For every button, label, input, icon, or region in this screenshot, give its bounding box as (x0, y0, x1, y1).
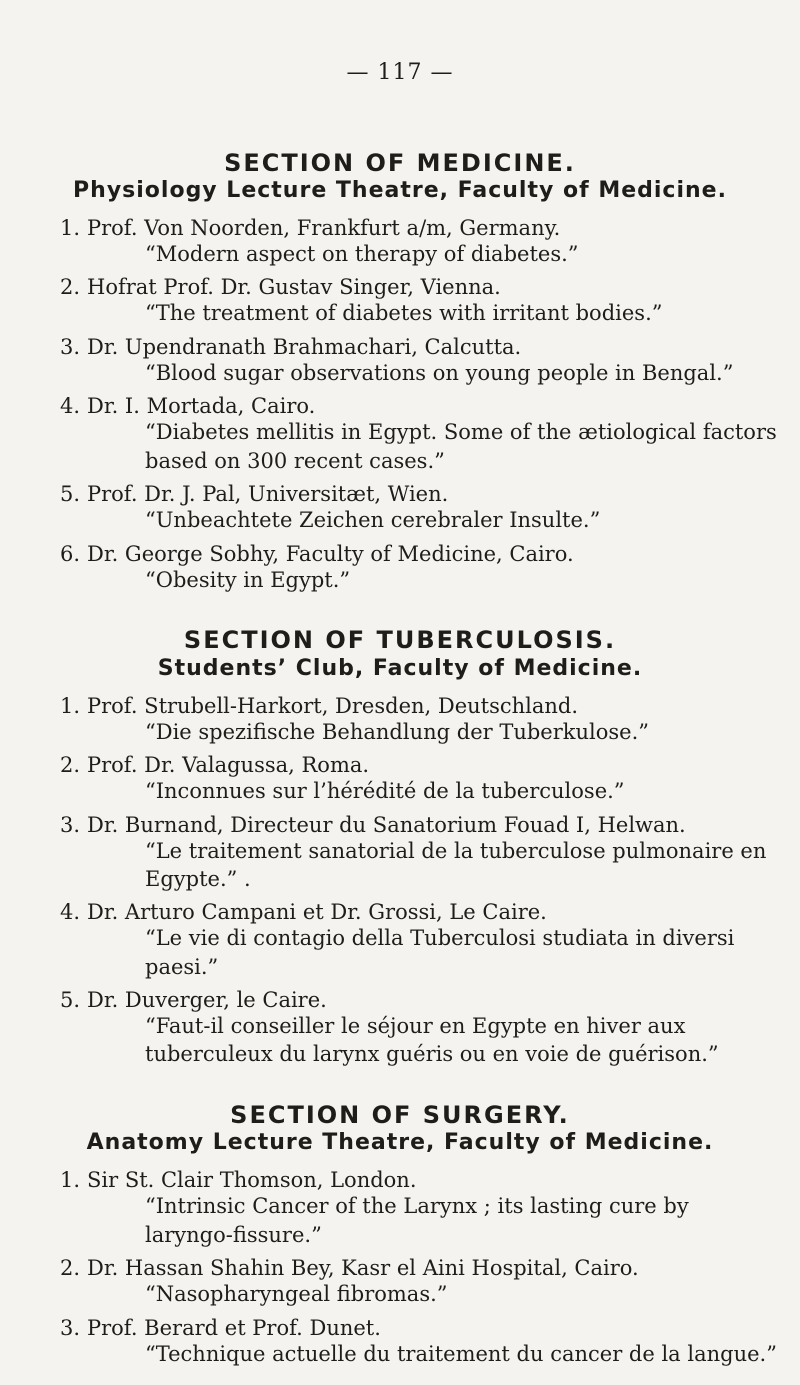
lecture-title: “Faut-il conseiller le séjour en Egypte en hiver aux tuberculeux du larynx guéris ou en voie de guérison.” (145, 1014, 719, 1067)
lecture-title: “Le vie di contagio della Tuberculosi studiata in diversi paesi.” (145, 926, 735, 979)
lecture-title: “Inconnues sur l’hérédité de la tuberculose.” (145, 779, 625, 804)
list-item (60, 335, 780, 387)
list-item (60, 1256, 780, 1308)
speaker: 1. Sir St. Clair Thomson, London. (60, 1168, 417, 1193)
list-item (60, 694, 780, 746)
lecture-title: “Unbeachtete Zeichen cerebraler Insulte.” (145, 508, 601, 533)
list-item (60, 1168, 780, 1249)
lecture-title: “Modern aspect on therapy of diabetes.” (145, 241, 579, 266)
section-title-surgery: SECTION OF SURGERY. (230, 1101, 570, 1130)
list-item (60, 988, 780, 1069)
speaker: 6. Dr. George Sobhy, Faculty of Medicine, Cairo. (60, 541, 574, 566)
list-item (60, 394, 780, 475)
speaker: 5. Prof. Dr. J. Pal, Universitæt, Wien. (60, 482, 449, 507)
speaker: 4. Dr. Arturo Campani et Dr. Grossi, Le Caire. (60, 900, 547, 925)
list-item (60, 900, 780, 981)
speaker: 2. Hofrat Prof. Dr. Gustav Singer, Vienna. (60, 275, 501, 300)
speaker: 3. Dr. Upendranath Brahmachari, Calcutta. (60, 334, 522, 359)
speaker: 2. Dr. Hassan Shahin Bey, Kasr el Aini Hospital, Cairo. (60, 1256, 639, 1281)
lecture-title: “The treatment of diabetes with irritant bodies.” (145, 301, 663, 326)
speaker: 2. Prof. Dr. Valagussa, Roma. (60, 753, 370, 778)
section-venue-tuberculosis: Students’ Club, Faculty of Medicine. (157, 655, 643, 681)
speaker: 5. Dr. Duverger, le Caire. (60, 988, 327, 1012)
list-item (60, 275, 780, 327)
list-item (60, 542, 780, 594)
list-item (60, 482, 780, 534)
list-item (60, 216, 780, 268)
lecture-title: “Blood sugar observations on young people in Bengal.” (145, 360, 734, 385)
lecture-title: “Technique actuelle du traitement du cancer de la langue.” (145, 1341, 777, 1366)
section-venue-medicine: Physiology Lecture Theatre, Faculty of Medicine. (73, 177, 727, 203)
speaker: 3. Prof. Berard et Prof. Dunet. (60, 1315, 381, 1340)
section-venue-surgery: Anatomy Lecture Theatre, Faculty of Medicine. (86, 1130, 714, 1156)
list-item (60, 753, 780, 805)
lecture-title: “Obesity in Egypt.” (145, 567, 351, 592)
section-title-tuberculosis: SECTION OF TUBERCULOSIS. (183, 626, 617, 655)
lecture-title: “Intrinsic Cancer of the Larynx ; its lasting cure by laryngo-fissure.” (145, 1194, 689, 1247)
lecture-title: “Diabetes mellitis in Egypt. Some of the ætiological factors based on 300 recent cases.” (145, 420, 777, 473)
list-item (60, 813, 780, 894)
list-item (60, 1316, 780, 1368)
speaker: 4. Dr. I. Mortada, Cairo. (60, 394, 316, 419)
lecture-title: “Nasopharyngeal fibromas.” (145, 1282, 448, 1307)
lecture-title: “Le traitement sanatorial de la tuberculose pulmonaire en Egypte.” . (145, 838, 767, 891)
speaker: 1. Prof. Strubell-Harkort, Dresden, Deutschland. (60, 693, 579, 718)
speaker: 3. Dr. Burnand, Directeur du Sanatorium Fouad I, Helwan. (60, 812, 686, 837)
page-number: — 117 — (346, 60, 454, 85)
section-title-medicine: SECTION OF MEDICINE. (224, 148, 576, 177)
speaker: 1. Prof. Von Noorden, Frankfurt a/m, Germany. (60, 215, 561, 240)
lecture-title: “Die spezifische Behandlung der Tuberkulose.” (145, 719, 649, 744)
